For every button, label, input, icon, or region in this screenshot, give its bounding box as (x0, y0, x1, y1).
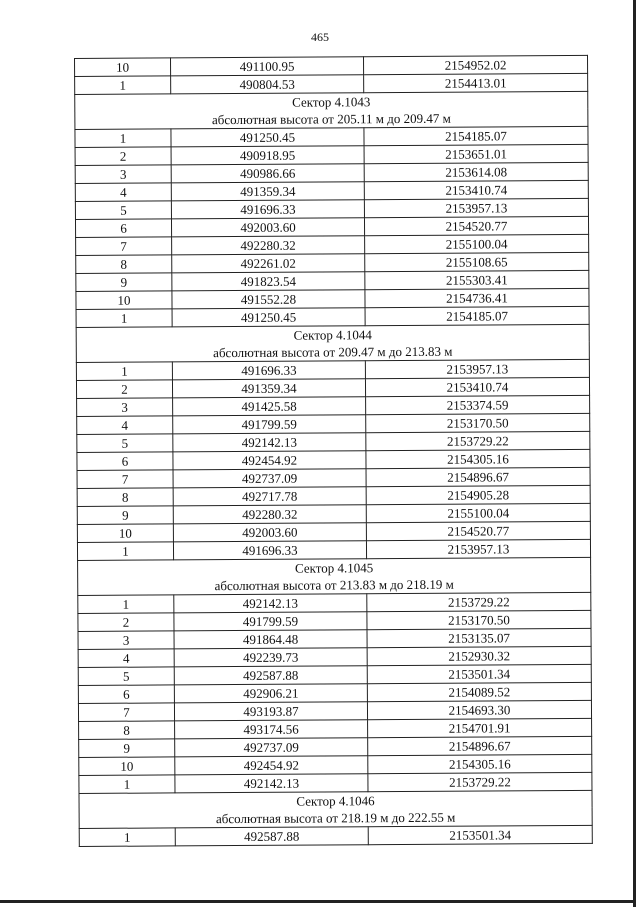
coord-y: 2153170.50 (366, 413, 590, 432)
coord-y: 2154305.16 (368, 754, 592, 773)
point-number: 7 (78, 703, 174, 722)
point-number: 5 (77, 434, 173, 453)
coord-x: 492280.32 (172, 236, 365, 255)
point-number: 1 (79, 775, 175, 794)
point-number: 10 (77, 524, 173, 543)
point-number: 9 (79, 739, 175, 758)
point-number: 10 (79, 757, 175, 776)
point-number: 6 (77, 452, 173, 471)
coord-y: 2155100.04 (366, 503, 590, 522)
coord-y: 2153374.59 (366, 395, 590, 414)
coord-x: 492906.21 (174, 684, 367, 703)
sector-height: абсолютная высота от 213.83 м до 218.19 м (78, 575, 591, 596)
coord-x: 491425.58 (173, 397, 366, 416)
coord-y: 2154701.91 (368, 718, 592, 737)
coord-x: 491696.33 (171, 200, 364, 219)
coord-y: 2153410.74 (365, 377, 589, 396)
sector-height: абсолютная высота от 218.19 м до 222.55 м (79, 808, 592, 829)
coord-x: 492587.88 (174, 666, 367, 685)
coord-y: 2155303.41 (365, 270, 589, 289)
point-number: 5 (78, 667, 174, 686)
point-number: 1 (78, 595, 174, 614)
coord-x: 491359.34 (171, 182, 364, 201)
coord-y: 2154185.07 (364, 126, 588, 145)
point-number: 5 (75, 201, 171, 220)
page-number: 465 (311, 30, 329, 44)
point-number: 2 (75, 147, 171, 166)
point-number: 1 (75, 129, 171, 148)
coord-y: 2153729.22 (366, 431, 590, 450)
coord-y: 2153410.74 (364, 180, 588, 199)
coord-x: 490986.66 (171, 164, 364, 183)
coord-x: 491864.48 (174, 630, 367, 649)
coord-y: 2153957.13 (366, 539, 590, 558)
coord-x: 490918.95 (171, 146, 364, 165)
point-number: 9 (76, 273, 172, 292)
coord-y: 2153729.22 (368, 772, 592, 791)
coord-y: 2153957.13 (364, 198, 588, 217)
coord-x: 493193.87 (174, 702, 367, 721)
point-number: 1 (75, 76, 171, 95)
point-number: 1 (76, 309, 172, 328)
coord-x: 491696.33 (172, 361, 365, 380)
coord-y: 2154693.30 (367, 700, 591, 719)
coord-x: 491799.59 (174, 612, 367, 631)
coord-x: 491552.28 (172, 290, 365, 309)
coordinates-table-body (75, 55, 593, 846)
coord-x: 492454.92 (175, 756, 368, 775)
coord-y: 2153501.34 (367, 664, 591, 683)
coord-y: 2153651.01 (364, 144, 588, 163)
coord-y: 2152930.32 (367, 646, 591, 665)
point-number: 3 (78, 631, 174, 650)
point-number: 8 (79, 721, 175, 740)
coord-y: 2153614.08 (364, 162, 588, 181)
coord-x: 492142.13 (174, 594, 367, 613)
coord-y: 2153957.13 (365, 359, 589, 378)
coord-y: 2153170.50 (367, 610, 591, 629)
coord-x: 491799.59 (173, 415, 366, 434)
coordinates-sheet (74, 55, 589, 847)
coord-y: 2153501.34 (368, 825, 592, 844)
point-number: 2 (78, 613, 174, 632)
coord-x: 492003.60 (171, 218, 364, 237)
point-number: 1 (77, 542, 173, 561)
coord-y: 2154896.67 (366, 467, 590, 486)
coord-x: 491100.95 (171, 57, 364, 76)
coord-y: 2154305.16 (366, 449, 590, 468)
coord-x: 492261.02 (172, 254, 365, 273)
coord-x: 492717.78 (173, 487, 366, 506)
coord-x: 492454.92 (173, 451, 366, 470)
coord-y: 2154905.28 (366, 485, 590, 504)
coord-x: 491359.34 (172, 379, 365, 398)
coord-x: 492737.09 (173, 469, 366, 488)
point-number: 3 (77, 398, 173, 417)
coord-x: 492587.88 (175, 827, 368, 846)
coord-x: 492737.09 (175, 738, 368, 757)
coord-x: 491696.33 (173, 541, 366, 560)
sector-title: Сектор 4.1046 (79, 790, 592, 811)
coord-y: 2153135.07 (367, 628, 591, 647)
coord-y: 2154520.77 (364, 216, 588, 235)
coord-y: 2155100.04 (365, 234, 589, 253)
point-number: 6 (75, 219, 171, 238)
point-number: 8 (77, 488, 173, 507)
coord-y: 2154185.07 (365, 306, 589, 325)
point-number: 6 (78, 685, 174, 704)
coord-y: 2154896.67 (368, 736, 592, 755)
point-number: 7 (77, 470, 173, 489)
coord-x: 492003.60 (173, 523, 366, 542)
coord-y: 2154413.01 (364, 73, 588, 92)
point-number: 3 (75, 165, 171, 184)
point-number: 7 (76, 237, 172, 256)
coord-y: 2154520.77 (366, 521, 590, 540)
table-row (79, 825, 592, 846)
point-number: 9 (77, 506, 173, 525)
point-number: 4 (75, 183, 171, 202)
coord-y: 2154089.52 (367, 682, 591, 701)
coord-y: 2153729.22 (367, 592, 591, 611)
coord-x: 492239.73 (174, 648, 367, 667)
point-number: 1 (76, 362, 172, 381)
point-number: 8 (76, 255, 172, 274)
coord-y: 2154736.41 (365, 288, 589, 307)
coordinates-table (74, 55, 593, 847)
sector-title: Сектор 4.1044 (76, 324, 589, 345)
sector-height: абсолютная высота от 205.11 м до 209.47 м (75, 109, 588, 130)
coord-x: 493174.56 (175, 720, 368, 739)
point-number: 2 (76, 380, 172, 399)
coord-x: 492142.13 (175, 774, 368, 793)
coord-y: 2154952.02 (363, 55, 587, 74)
sector-title: Сектор 4.1045 (78, 557, 591, 578)
point-number: 10 (75, 58, 171, 77)
point-number: 4 (77, 416, 173, 435)
point-number: 4 (78, 649, 174, 668)
page-border-right (633, 0, 636, 907)
coord-y: 2155108.65 (365, 252, 589, 271)
point-number: 1 (79, 828, 175, 847)
coord-x: 491250.45 (172, 308, 365, 327)
coord-x: 491250.45 (171, 128, 364, 147)
sector-title: Сектор 4.1043 (75, 91, 588, 112)
point-number: 10 (76, 291, 172, 310)
coord-x: 490804.53 (171, 75, 364, 94)
coord-x: 491823.54 (172, 272, 365, 291)
page-border-bottom (0, 900, 636, 903)
coord-x: 492142.13 (173, 433, 366, 452)
coord-x: 492280.32 (173, 505, 366, 524)
sector-height: абсолютная высота от 209.47 м до 213.83 м (76, 342, 589, 363)
